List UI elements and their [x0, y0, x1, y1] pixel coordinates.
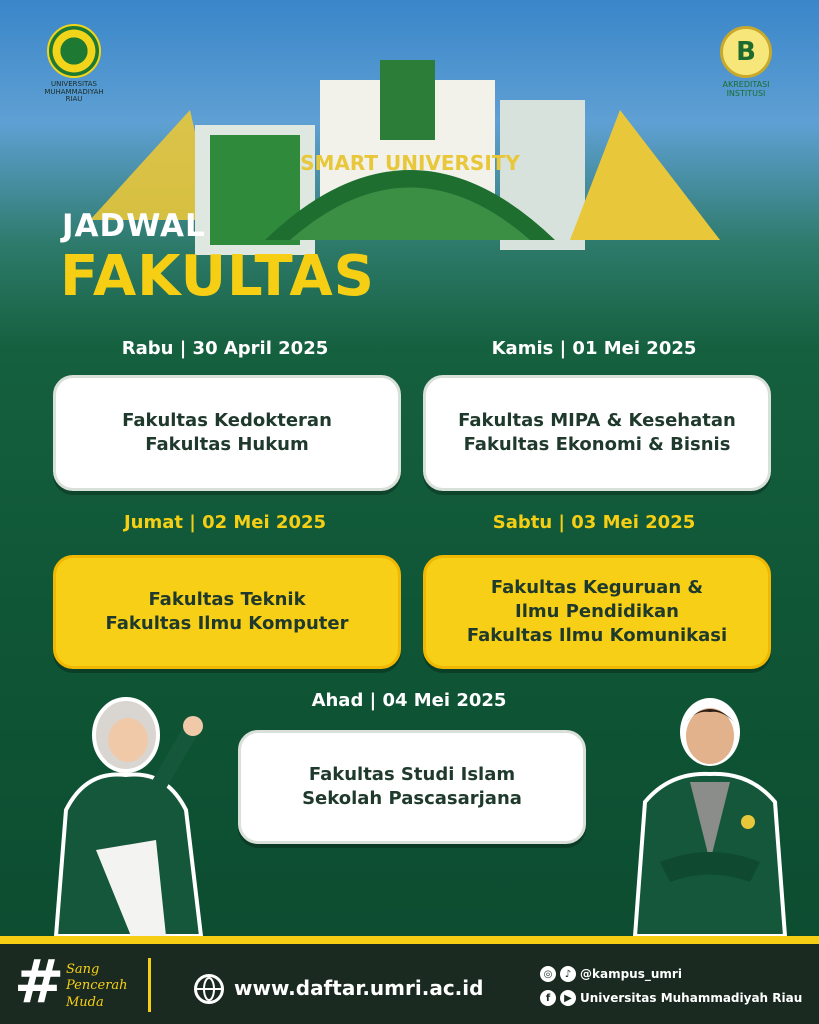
accreditation-badge-icon: B — [720, 26, 772, 78]
faculty-name: Fakultas Studi Islam — [308, 763, 516, 785]
schedule-card — [423, 555, 771, 669]
day-label: Jumat | 02 Mei 2025 — [123, 512, 327, 533]
faculty-name: Ilmu Pendidikan — [515, 600, 679, 622]
male-student-illustration — [630, 692, 790, 936]
faculty-name: Fakultas Kedokteran — [122, 409, 332, 431]
social-handle-row[interactable] — [540, 966, 682, 982]
day-label: Ahad | 04 Mei 2025 — [311, 690, 507, 711]
tiktok-icon: ♪ — [560, 966, 576, 982]
schedule-card — [423, 375, 771, 491]
tagline-line: Pencerah — [66, 978, 128, 994]
building-sign: SMART UNIVERSITY — [300, 151, 520, 175]
day-label: Kamis | 01 Mei 2025 — [491, 338, 697, 359]
social-handle: @kampus_umri — [580, 967, 682, 981]
title-fakultas: FAKULTAS — [60, 244, 375, 309]
youtube-icon: ▶ — [560, 990, 576, 1006]
faculty-name: Fakultas MIPA & Kesehatan — [458, 409, 736, 431]
faculty-name: Fakultas Keguruan & — [490, 576, 704, 598]
faculty-name: Fakultas Ekonomi & Bisnis — [463, 434, 731, 455]
footer-stripe — [0, 936, 819, 944]
faculty-name: Fakultas Ilmu Komputer — [105, 613, 349, 634]
footer-divider — [148, 958, 151, 1012]
tagline-line: Sang — [66, 962, 100, 977]
accreditation-text: AKREDITASI INSTITUSI — [722, 80, 770, 98]
website-link[interactable]: www.daftar.umri.ac.id — [234, 976, 484, 1000]
day-label: Rabu | 30 April 2025 — [121, 338, 329, 359]
university-logo-text: UNIVERSITAS MUHAMMADIYAH RIAU — [44, 80, 104, 104]
umri-seal-icon — [47, 24, 101, 78]
day-label: Sabtu | 03 Mei 2025 — [492, 512, 696, 533]
faculty-name: Fakultas Teknik — [148, 588, 306, 610]
hashtag-symbol: # — [14, 947, 65, 1017]
title-jadwal: JADWAL — [62, 208, 206, 244]
faculty-name: Fakultas Hukum — [145, 434, 309, 455]
faculty-name: Fakultas Ilmu Komunikasi — [466, 625, 728, 647]
schedule-card — [53, 375, 401, 491]
accreditation-logo — [706, 26, 786, 99]
instagram-icon: ◎ — [540, 966, 556, 982]
tagline — [66, 962, 128, 1011]
university-logo — [38, 24, 110, 104]
tagline-line: Muda — [66, 994, 104, 1010]
female-student-illustration — [36, 690, 216, 936]
schedule-card — [53, 555, 401, 669]
social-name-row[interactable] — [540, 990, 802, 1006]
globe-icon — [194, 974, 224, 1004]
faculty-name: Sekolah Pascasarjana — [302, 788, 522, 809]
schedule-card — [238, 730, 586, 844]
social-name: Universitas Muhammadiyah Riau — [580, 991, 803, 1005]
facebook-icon: f — [540, 990, 556, 1006]
